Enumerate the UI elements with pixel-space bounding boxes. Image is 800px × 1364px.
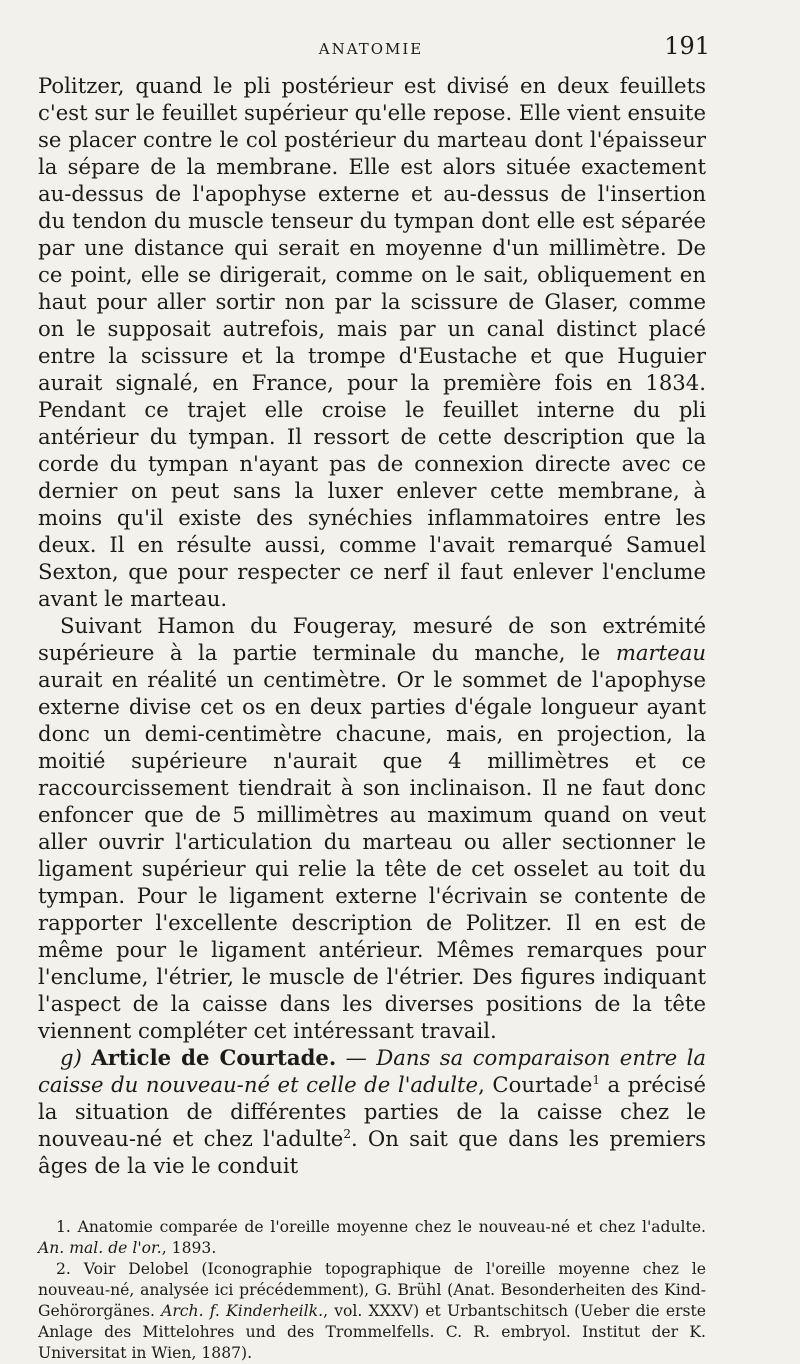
footnote-text: , vol. XXXV) et Urbantschitsch (Ueber die erste Anlage des Mittelohres und des Trommelfells. C. R. embryol. Institut der K. Universitat in Wien, 1887).: [38, 1302, 706, 1362]
footnote-number: 2.: [56, 1260, 71, 1278]
footnote-number: 1.: [56, 1218, 71, 1236]
emphasis-marteau: marteau: [615, 640, 706, 665]
section-heading: Article de Courtade.: [91, 1045, 337, 1070]
paragraph-text: a précisé la situation de différentes parties de la caisse chez le nouveau-né et chez l'adulte: [38, 1072, 706, 1151]
section-marker: g): [60, 1045, 82, 1070]
emphasis-comparison: Dans sa comparaison entre la caisse du nouveau-né et celle de l'adulte: [38, 1045, 706, 1097]
running-head: [38, 30, 710, 72]
body-text: [38, 72, 706, 1179]
paragraph-text: Suivant Hamon du Fougeray, mesuré de son extrémité supérieure à la partie terminale du manche, le: [38, 613, 706, 665]
footnotes: [38, 1217, 706, 1364]
running-title: ANATOMIE: [318, 40, 424, 58]
paragraph-continuation: Politzer, quand le pli postérieur est divisé en deux feuillets c'est sur le feuillet supérieur qu'elle repose. Elle vient ensuite se placer contre le col postérieur du marteau dont l'épaisseur la sépare de la membrane. Elle est alors située exactement au-dessus de l'apophyse externe et au-dessus de l'insertion du tendon du muscle tenseur du tympan dont elle est séparée par une distance qui serait en moyenne d'un millimètre. De ce point, elle se dirigerait, comme on le sait, obliquement en haut pour aller sortir non par la scissure de Glaser, comme on le supposait autrefois, mais par un canal distinct placé entre la scissure et la trompe d'Eustache et que Huguier aurait signalé, en France, pour la première fois en 1834. Pendant ce trajet elle croise le feuillet interne du pli antérieur du tympan. Il ressort de cette description que la corde du tympan n'ayant pas de connexion directe avec ce dernier on peut sans la luxer enlever cette membrane, à moins qu'il existe des synéchies inflammatoires entre les deux. Il en résulte aussi, comme l'avait remarqué Samuel Sexton, que pour respecter ce nerf il faut enlever l'enclume avant le marteau.: [38, 73, 706, 611]
footnote-2: [38, 1259, 706, 1364]
footnote-ref-1: 1: [592, 1072, 600, 1087]
footnote-journal: Arch. f. Kinderheilk.: [161, 1302, 324, 1320]
footnote-1: [38, 1217, 706, 1259]
paragraph-courtade: [38, 1044, 706, 1179]
paragraph-hamon: [38, 612, 706, 1044]
paragraph-text: aurait en réalité un centimètre. Or le sommet de l'apophyse externe divise cet os en deux parties d'égale longueur ayant donc un demi-centimètre chacune, mais, en projection, la moitié supérieure n'aurait que 4 millimètres et ce raccourcissement tiendrait à son inclinaison. Il ne faut donc enfoncer que de 5 millimètres au maximum quand on veut aller ouvrir l'articulation du marteau ou aller sectionner le ligament supérieur qui relie la tête de cet osselet au toit du tympan. Pour le ligament externe l'écrivain se contente de rapporter l'excellente description de Politzer. Il en est de même pour le ligament antérieur. Mêmes remarques pour l'enclume, l'étrier, le muscle de l'étrier. Des figures indiquant l'aspect de la caisse dans les diverses positions de la tête viennent compléter cet intéressant travail.: [38, 667, 706, 1043]
paragraph-text: . On sait que dans les premiers âges de la vie le conduit: [38, 1126, 707, 1178]
dash: —: [336, 1045, 377, 1070]
footnote-text: Anatomie comparée de l'oreille moyenne chez le nouveau-né et chez l'adulte.: [70, 1218, 706, 1236]
footnote-text: Voir Delobel (Iconographie topographique de l'oreille moyenne chez le nouveau-né, analysée ici précédemment), G. Brühl (Anat. Besonderheiten des Kind-Gehörorgänes.: [38, 1260, 706, 1320]
footnote-text: , 1893.: [161, 1239, 217, 1257]
footnote-journal: An. mal. de l'or.: [38, 1239, 162, 1257]
paragraph-text: , Courtade: [478, 1072, 593, 1097]
page-number: 191: [664, 32, 710, 60]
footnote-ref-2: 2: [343, 1126, 351, 1141]
